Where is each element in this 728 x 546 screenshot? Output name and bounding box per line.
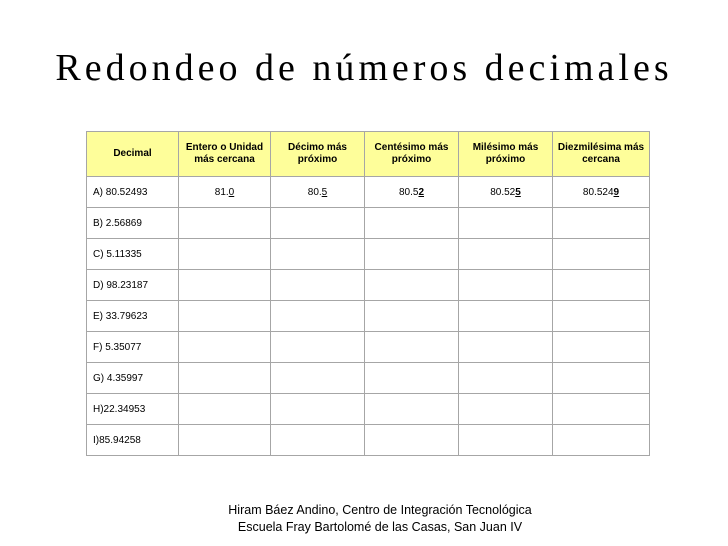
empty-cell (179, 394, 271, 425)
answer-cell (271, 177, 365, 208)
header-hundredth: Centésimo más próximo (365, 132, 459, 177)
answer-prefix: 80. (307, 186, 322, 198)
rounded-digit: 5 (515, 186, 521, 198)
empty-cell (271, 394, 365, 425)
empty-cell (553, 332, 650, 363)
table-row (87, 394, 650, 425)
answer-cell (365, 177, 459, 208)
empty-cell (179, 425, 271, 456)
empty-cell (365, 394, 459, 425)
empty-cell (553, 301, 650, 332)
empty-cell (179, 239, 271, 270)
answer-prefix: 80.524 (582, 186, 614, 198)
header-tenth: Décimo más próximo (271, 132, 365, 177)
empty-cell (459, 332, 553, 363)
table-row (87, 425, 650, 456)
decimal-cell: F) 5.35077 (87, 332, 179, 363)
empty-cell (271, 301, 365, 332)
decimal-cell: E) 33.79623 (87, 301, 179, 332)
rounded-digit: 9 (613, 186, 620, 198)
decimal-cell: D) 98.23187 (87, 270, 179, 301)
empty-cell (553, 363, 650, 394)
table-row (87, 301, 650, 332)
empty-cell (553, 270, 650, 301)
footer-school: Escuela Fray Bartolomé de las Casas, San Juan IV (237, 520, 523, 534)
header-unit: Entero o Unidad más cercana (179, 132, 271, 177)
empty-cell (365, 270, 459, 301)
empty-cell (179, 270, 271, 301)
empty-cell (459, 239, 553, 270)
table-row (87, 332, 650, 363)
empty-cell (179, 301, 271, 332)
empty-cell (271, 332, 365, 363)
table-row (87, 270, 650, 301)
empty-cell (365, 208, 459, 239)
empty-cell (459, 270, 553, 301)
empty-cell (365, 301, 459, 332)
answer-cell (553, 177, 650, 208)
answer-prefix: 80.5 (398, 186, 419, 198)
answer-prefix: 81. (214, 186, 229, 198)
empty-cell (365, 332, 459, 363)
empty-cell (365, 363, 459, 394)
empty-cell (271, 363, 365, 394)
empty-cell (271, 239, 365, 270)
table-row (87, 208, 650, 239)
empty-cell (179, 363, 271, 394)
rounded-digit: 0 (228, 186, 235, 198)
footer-credits (160, 502, 600, 536)
empty-cell (459, 394, 553, 425)
empty-cell (459, 208, 553, 239)
rounding-table-container (86, 131, 649, 453)
answer-cell (459, 177, 553, 208)
slide-title: Redondeo de números decimales (55, 47, 673, 89)
empty-cell (459, 425, 553, 456)
table-row (87, 239, 650, 270)
rounded-digit: 2 (418, 186, 425, 198)
table-row (87, 177, 650, 208)
answer-cell (179, 177, 271, 208)
rounding-table (86, 131, 650, 456)
table-header-row (87, 132, 650, 177)
decimal-cell: I)85.94258 (87, 425, 179, 456)
empty-cell (271, 208, 365, 239)
answer-prefix: 80.52 (490, 186, 516, 198)
empty-cell (553, 394, 650, 425)
decimal-cell: H)22.34953 (87, 394, 179, 425)
header-decimal: Decimal (87, 132, 179, 177)
table-row (87, 363, 650, 394)
empty-cell (553, 239, 650, 270)
header-ten-thousandth: Diezmilésima más cercana (553, 132, 650, 177)
empty-cell (553, 208, 650, 239)
empty-cell (179, 208, 271, 239)
empty-cell (179, 332, 271, 363)
empty-cell (271, 270, 365, 301)
empty-cell (365, 425, 459, 456)
decimal-cell: A) 80.52493 (87, 177, 179, 208)
rounded-digit: 5 (321, 186, 328, 198)
empty-cell (459, 363, 553, 394)
header-thousandth: Milésimo más próximo (459, 132, 553, 177)
empty-cell (553, 425, 650, 456)
empty-cell (271, 425, 365, 456)
decimal-cell: G) 4.35997 (87, 363, 179, 394)
empty-cell (365, 239, 459, 270)
footer-author: Hiram Báez Andino, Centro de Integración Tecnológica (228, 503, 532, 517)
decimal-cell: C) 5.11335 (87, 239, 179, 270)
decimal-cell: B) 2.56869 (87, 208, 179, 239)
empty-cell (459, 301, 553, 332)
